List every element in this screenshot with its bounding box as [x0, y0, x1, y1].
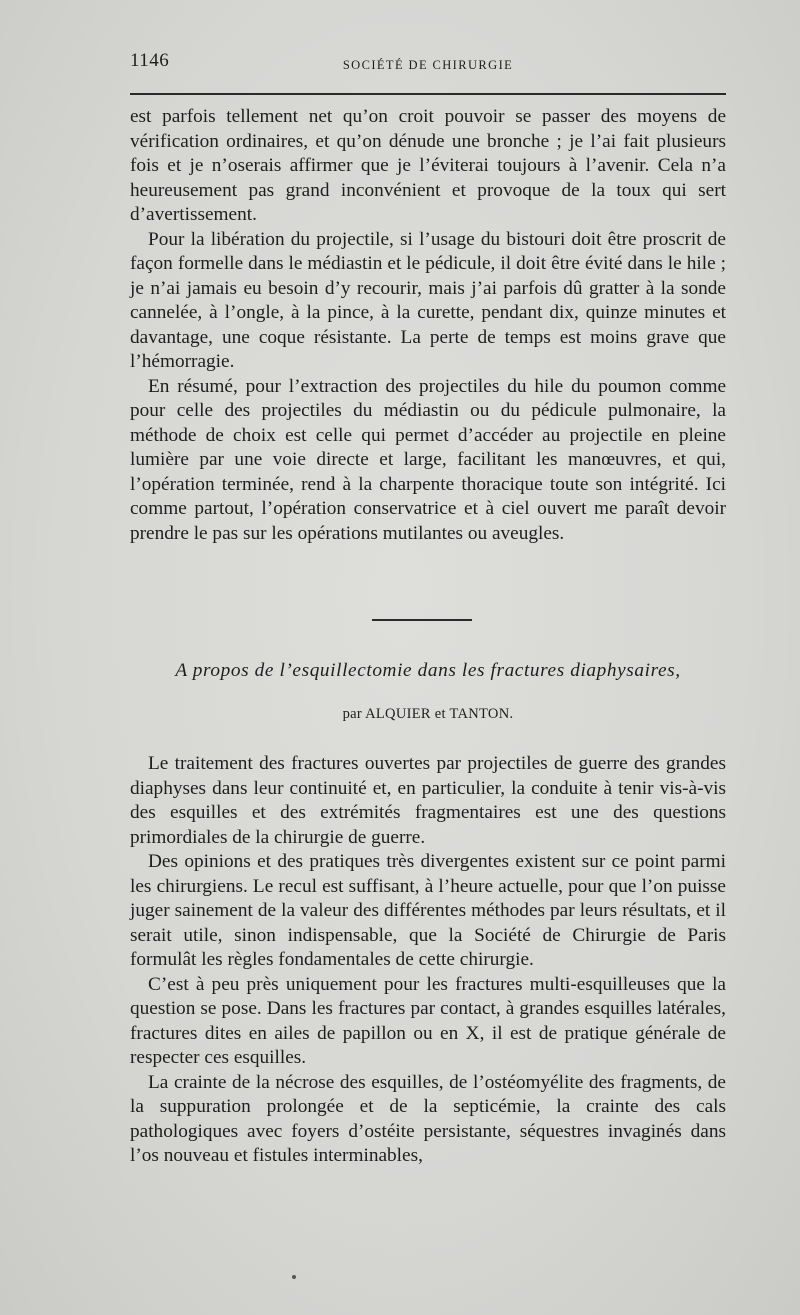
- article-body: [130, 752, 726, 1169]
- paragraph: C’est à peu près uniquement pour les fractures multi-esquilleuses que la question se pose. Dans les fractures par contact, à grandes esquilles latérales, fractures dites en ailes de papillon ou en X, il est de pratique générale de respecter ces esquilles.: [130, 973, 726, 1068]
- paragraph: La crainte de la nécrose des esquilles, de l’ostéomyélite des fragments, de la suppuration prolongée et de la septicémie, la crainte des cals pathologiques avec foyers d’ostéite persistante, séquestres invaginés dans l’os nouveau et fistules interminables,: [130, 1071, 726, 1166]
- header-rule: [130, 93, 726, 95]
- article-title: A propos de l’esquillectomie dans les fractures diaphysaires,: [175, 660, 681, 681]
- page-number: 1146: [130, 50, 170, 71]
- paragraph: Le traitement des fractures ouvertes par projectiles de guerre des grandes diaphyses dans leur continuité et, en particulier, la conduite à tenir vis-à-vis des esquilles et des extrémités fragmentaires est une des questions primordiales de la chirurgie de guerre.: [130, 753, 726, 848]
- paper-speck: [292, 1275, 296, 1279]
- section-separator: [372, 619, 472, 621]
- paragraph: En résumé, pour l’extraction des projectiles du hile du poumon comme pour celle des projectiles du médiastin ou du pédicule pulmonaire, la méthode de choix est celle qui permet d’accéder au projectile en pleine lumière par une voie directe et large, facilitant les manœuvres, et qui, l’opération terminée, rend à la charpente thoracique toute son intégrité. Ici comme partout, l’opération conservatrice et à ciel ouvert me paraît devoir prendre le pas sur les opérations mutilantes ou aveugles.: [130, 375, 726, 544]
- article-byline: par ALQUIER et TANTON.: [342, 706, 514, 722]
- previous-article-text: [130, 105, 726, 546]
- page-header: [130, 50, 726, 80]
- paragraph: est parfois tellement net qu’on croit pouvoir se passer des moyens de vérification ordinaires, et qu’on dénude une bronche ; je l’ai fait plusieurs fois et je n’oserais affirmer que je l’éviterai toujours à l’avenir. Cela n’a heureusement pas grand inconvénient et provoque de la toux qui sert d’avertissement.: [130, 106, 726, 225]
- paragraph: Pour la libération du projectile, si l’usage du bistouri doit être proscrit de façon formelle dans le médiastin et le pédicule, il doit être évité dans le hile ; je n’ai jamais eu besoin d’y recourir, mais j’ai parfois dû gratter à la sonde cannelée, à l’ongle, à la pince, à la curette, pendant dix, quinze minutes et davantage, une coque résistante. La perte de temps est moins grave que l’hémorragie.: [130, 228, 726, 372]
- paragraph: Des opinions et des pratiques très divergentes existent sur ce point parmi les chirurgiens. Le recul est suffisant, à l’heure actuelle, pour que l’on puisse juger sainement de la valeur des différentes méthodes par leurs résultats, et il serait utile, sinon indispensable, que la Société de Chirurgie de Paris formulât les règles fondamentales de cette chirurgie.: [130, 851, 726, 970]
- running-head: SOCIÉTÉ DE CHIRURGIE: [342, 58, 514, 72]
